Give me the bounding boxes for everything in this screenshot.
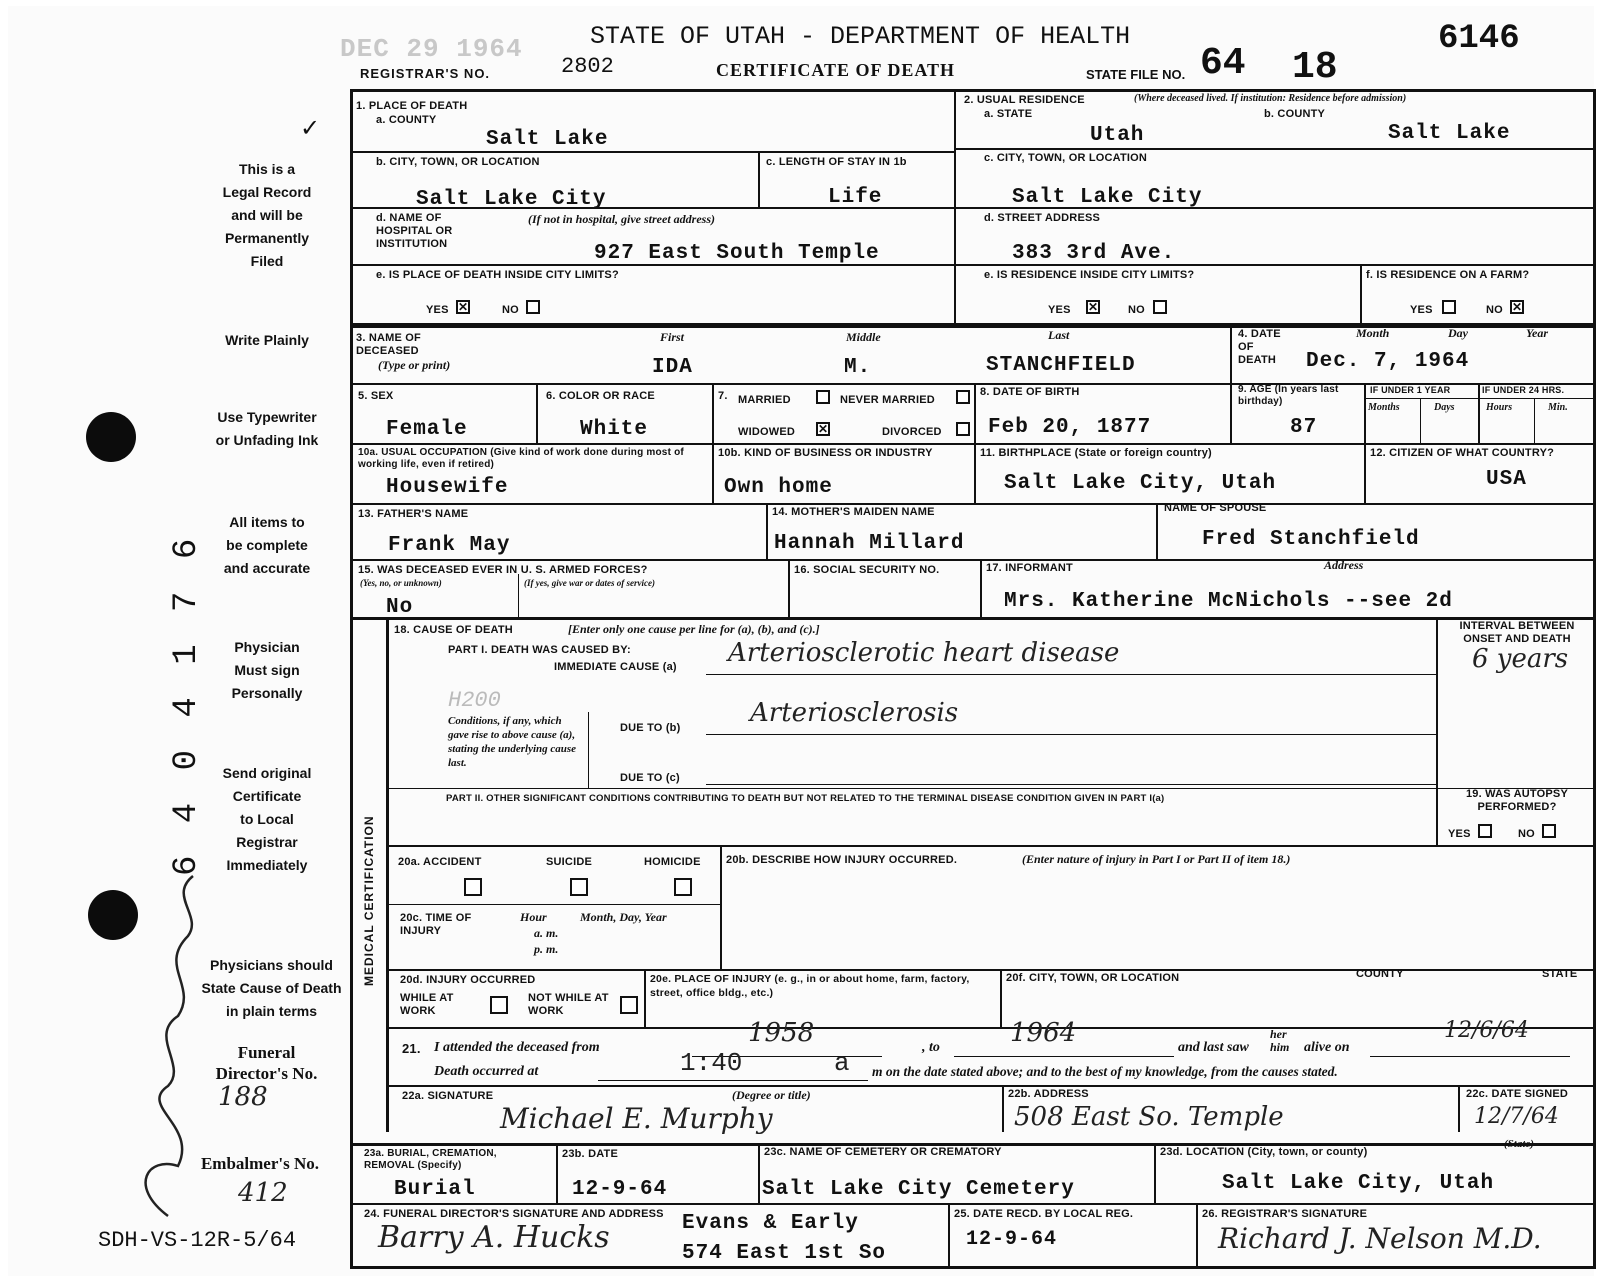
label-21: 21. [402,1041,421,1056]
death-city-limits-no-checkbox[interactable] [526,300,540,314]
funeral-director-number: 188 [218,1082,268,1112]
label-23b: 23b. DATE [562,1148,618,1160]
attended-to: 1964 [1010,1018,1077,1048]
funeral-home-address: 574 East 1st So [682,1242,887,1265]
medical-certification-vertical: MEDICAL CERTIFICATION [362,815,376,986]
state-file-label: STATE FILE NO. [1086,67,1186,82]
label-22a: 22a. SIGNATURE [402,1090,494,1102]
vertical-file-number: 6 4 0 4 1 7 6 [168,532,206,876]
label-16: 16. SOCIAL SECURITY NO. [794,564,940,576]
her-him-text: her him [1270,1027,1290,1054]
label-20e: 20e. PLACE OF INJURY (e. g., in or about home, farm, factory, street, office bldg., etc.) [650,973,970,999]
death-ampm: a [834,1048,850,1078]
hour-label: Hour [520,910,547,924]
label-2e: e. IS RESIDENCE INSIDE CITY LIMITS? [984,269,1195,281]
funeral-director-label: Funeral Director's No. [215,1043,318,1083]
disease-code: H200 [448,688,501,713]
label-10b: 10b. KIND OF BUSINESS OR INDUSTRY [718,447,933,459]
label-24: 24. FUNERAL DIRECTOR'S SIGNATURE AND ADDRESS [364,1208,664,1220]
label-2b: b. COUNTY [1264,108,1326,120]
side-typewriter: Use Typewriter or Unfading Ink [215,409,319,448]
cause-a: Arteriosclerotic heart disease [728,638,1120,668]
form-number: SDH-VS-12R-5/64 [98,1228,297,1253]
label-12: 12. CITIZEN OF WHAT COUNTRY? [1370,447,1555,459]
age: 87 [1290,416,1318,439]
widowed-checkbox[interactable]: ✕ [818,422,829,436]
label-19: 19. WAS AUTOPSY PERFORMED? [1465,788,1569,813]
serial-number: 6146 [1438,20,1520,58]
death-certificate [8,6,1594,1276]
under-1-year: IF UNDER 1 YEAR [1370,385,1451,395]
label-6: 6. COLOR OR RACE [546,390,655,402]
label-1d-note: (If not in hospital, give street address) [528,212,716,226]
label-23d: 23d. LOCATION (City, town, or county) [1160,1146,1368,1158]
min-header: Min. [1548,402,1568,413]
farm-yes-label: YES [1410,304,1433,316]
label-2d: d. STREET ADDRESS [984,212,1101,224]
funeral-home: Evans & Early [682,1212,859,1235]
mother-name: Hannah Millard [774,532,965,555]
death-occurred-text: Death occurred at [434,1064,539,1079]
first-header: First [660,330,685,344]
agency-title: STATE OF UTAH - DEPARTMENT OF HEALTH [590,22,1131,51]
residence-state: Utah [1090,124,1145,147]
burial-location: Salt Lake City, Utah [1222,1172,1495,1195]
address-header: Address [1324,558,1364,572]
suicide-label: SUICIDE [546,856,593,868]
mdy-label: Month, Day, Year [580,910,667,924]
father-name: Frank May [388,534,511,557]
label-1d: d. NAME OF HOSPITAL OR INSTITUTION [376,212,453,250]
label-25: 25. DATE RECD. BY LOCAL REG. [954,1208,1134,1220]
date-of-birth: Feb 20, 1877 [988,416,1152,439]
check-mark: ✓ [300,115,321,142]
physician-address: 508 East So. Temple [1014,1102,1284,1132]
side-write-plainly: Write Plainly [225,332,309,348]
residence-city-limits-yes-label: YES [1048,304,1071,316]
degree-label: (Degree or title) [732,1088,811,1102]
date-signed: 12/7/64 [1474,1104,1559,1129]
last-header: Last [1048,328,1070,342]
label-2a: a. STATE [984,108,1033,120]
label-15-a: (Yes, no, or unknown) [360,578,442,588]
pm-label: p. m. [534,942,559,956]
residence-street: 383 3rd Ave. [1012,242,1176,265]
label-1: 1. PLACE OF DEATH [356,100,468,112]
attended-from: 1958 [748,1018,815,1048]
label-8: 8. DATE OF BIRTH [980,386,1080,398]
death-city-limits-yes-label: YES [426,304,449,316]
label-23a: 23a. BURIAL, CREMATION, REMOVAL (Specify) [364,1148,497,1171]
farm-no-checkbox[interactable]: ✕ [1512,300,1523,314]
part-1-label: PART I. DEATH WAS CAUSED BY: [448,644,631,656]
label-15-b: (If yes, give war or dates of service) [524,578,655,588]
married-checkbox[interactable] [816,390,830,404]
hours-header: Hours [1486,402,1513,413]
length-of-stay: Life [828,186,883,209]
side-send-original: Send original Certificate to Local Registrar Immediately [222,765,312,873]
label-3-note: (Type or print) [378,358,451,372]
death-county: Salt Lake [486,128,609,151]
label-7: 7. [718,390,728,402]
label-2f: f. IS RESIDENCE ON A FARM? [1366,269,1530,281]
label-22c: 22c. DATE SIGNED [1466,1088,1569,1100]
residence-city-limits-no-label: NO [1128,304,1145,316]
certificate-title: CERTIFICATE OF DEATH [716,60,956,80]
death-time: 1:40 [680,1048,743,1078]
accident-checkbox[interactable] [464,878,482,896]
year-header: Year [1526,326,1548,340]
label-13: 13. FATHER'S NAME [358,508,469,520]
due-to-c-label: DUE TO (c) [620,772,680,784]
last-name: STANCHFIELD [986,354,1136,377]
suicide-checkbox[interactable] [570,878,588,896]
autopsy-yes-label: YES [1448,828,1471,840]
residence-city-limits-no-checkbox[interactable] [1153,300,1167,314]
occupation: Housewife [386,476,509,499]
interval-label: INTERVAL BETWEEN ONSET AND DEATH [1459,620,1575,645]
label-2-note: (Where deceased lived. If institution: Residence before admission) [1134,93,1407,104]
label-10a: 10a. USUAL OCCUPATION (Give kind of work done during most of working life, even if retired) [358,447,684,470]
label-2c: c. CITY, TOWN, OR LOCATION [984,152,1148,164]
never-married-label: NEVER MARRIED [840,394,935,406]
registrar-signature: Richard J. Nelson M.D. [1218,1222,1542,1255]
widowed-label: WIDOWED [738,426,796,438]
residence-city: Salt Lake City [1012,186,1203,209]
farm-no-label: NO [1486,304,1503,316]
to-text: , to [922,1040,940,1055]
state-header: STATE [1542,968,1578,980]
residence-county: Salt Lake [1388,122,1511,145]
label-1e: e. IS PLACE OF DEATH INSIDE CITY LIMITS? [376,269,619,281]
conditions-note: Conditions, if any, which gave rise to above cause (a), stating the underlying cause last. [448,715,577,769]
label-26: 26. REGISTRAR'S SIGNATURE [1202,1208,1368,1220]
birthplace: Salt Lake City, Utah [1004,472,1277,495]
never-married-checkbox[interactable] [956,390,970,404]
funeral-director-signature: Barry A. Hucks [378,1220,610,1255]
autopsy-no-label: NO [1518,828,1535,840]
while-at-work-checkbox[interactable] [490,996,508,1014]
label-20f: 20f. CITY, TOWN, OR LOCATION [1006,972,1180,984]
first-name: IDA [652,356,693,379]
label-20d: 20d. INJURY OCCURRED [400,974,536,986]
race: White [580,418,649,441]
registrar-no: 2802 [561,54,614,79]
embalmer-label: Embalmer's No. [200,1154,320,1173]
label-1b: b. CITY, TOWN, OR LOCATION [376,156,540,168]
state-file-no-a: 64 [1200,42,1246,85]
death-occurred-rest: m on the date stated above; and to the best of my knowledge, from the causes stated. [872,1064,1338,1079]
interval-value: 6 years [1472,644,1569,674]
county-header: COUNTY [1356,968,1404,980]
homicide-checkbox[interactable] [674,878,692,896]
label-18-note: [Enter only one cause per line for (a), (b), and (c).] [568,622,820,636]
label-18: 18. CAUSE OF DEATH [394,624,513,636]
label-9: 9. AGE (In years last birthday) [1238,384,1339,407]
label-5: 5. SEX [358,390,394,402]
death-city-limits-yes-checkbox[interactable]: ✕ [458,300,469,314]
days-header: Days [1434,402,1455,413]
received-stamp: DEC 29 1964 [340,34,523,64]
while-at-work-label: WHILE AT WORK [400,992,454,1017]
attended-text: I attended the deceased from [434,1040,600,1055]
married-label: MARRIED [738,394,791,406]
death-city: Salt Lake City [416,188,607,211]
registrar-no-label: REGISTRAR'S NO. [360,66,491,81]
punch-hole-top [86,412,136,462]
cemetery: Salt Lake City Cemetery [762,1178,1075,1201]
burial-type: Burial [394,1178,476,1201]
part-2-label: PART II. OTHER SIGNIFICANT CONDITIONS CONTRIBUTING TO DEATH BUT NOT RELATED TO THE TERMINAL DISEASE CONDITION GIVEN IN PART I(a) [446,793,1165,804]
middle-name: M. [844,356,872,379]
immediate-cause-label: IMMEDIATE CAUSE (a) [554,661,677,673]
death-city-limits-no-label: NO [502,304,519,316]
spouse-name: Fred Stanchfield [1202,528,1420,551]
margin-signature [108,866,208,1226]
label-4: 4. DATE OF DEATH [1238,328,1281,366]
side-legal-record: This is a Legal Record and will be Permanently Filed [222,161,312,269]
label-23c: 23c. NAME OF CEMETERY OR CREMATORY [764,1146,1002,1158]
label-1a: a. COUNTY [376,114,437,126]
label-14: 14. MOTHER'S MAIDEN NAME [772,506,935,518]
last-saw-text: and last saw [1178,1040,1249,1055]
autopsy-no-checkbox[interactable] [1542,824,1556,838]
farm-yes-checkbox[interactable] [1442,300,1456,314]
am-label: a. m. [534,926,559,940]
armed-forces: No [386,596,414,619]
cause-b: Arteriosclerosis [750,698,959,728]
state-note: (State) [1504,1138,1534,1150]
sex: Female [386,418,468,441]
label-20c: 20c. TIME OF INJURY [400,912,472,937]
months-header: Months [1368,402,1400,413]
residence-city-limits-yes-checkbox[interactable]: ✕ [1088,300,1099,314]
middle-header: Middle [846,330,881,344]
divorced-checkbox[interactable] [956,422,970,436]
under-24-hours: IF UNDER 24 HRS. [1482,385,1565,395]
divorced-label: DIVORCED [882,426,942,438]
label-17: 17. INFORMANT [986,562,1073,574]
alive-on-date: 12/6/64 [1444,1018,1529,1043]
hospital: 927 East South Temple [594,242,880,265]
date-of-death: Dec. 7, 1964 [1306,350,1470,373]
due-to-b-label: DUE TO (b) [620,722,681,734]
state-file-no-b: 18 [1292,46,1338,89]
month-header: Month [1356,326,1390,340]
physician-signature: Michael E. Murphy [500,1102,773,1135]
burial-date: 12-9-64 [572,1178,668,1201]
side-complete: All items to be complete and accurate [223,514,311,576]
label-3: 3. NAME OF DECEASED [356,332,421,357]
autopsy-yes-checkbox[interactable] [1478,824,1492,838]
day-header: Day [1448,326,1468,340]
label-22b: 22b. ADDRESS [1008,1088,1089,1100]
label-20b-note: (Enter nature of injury in Part I or Part II of item 18.) [1022,852,1291,866]
side-physician: Physician Must sign Personally [231,639,303,701]
alive-on-text: alive on [1304,1040,1350,1055]
label-20a: 20a. ACCIDENT [398,856,482,868]
label-20b: 20b. DESCRIBE HOW INJURY OCCURRED. [726,854,958,866]
informant: Mrs. Katherine McNichols --see 2d [1004,590,1453,613]
side-cause-plain: Physicians should State Cause of Death in plain terms [201,957,342,1019]
spouse-label: NAME OF SPOUSE [1164,502,1267,514]
not-while-at-work-label: NOT WHILE AT WORK [528,992,609,1017]
business: Own home [724,476,833,499]
date-received: 12-9-64 [966,1228,1058,1251]
label-2: 2. USUAL RESIDENCE [964,94,1085,106]
label-1c: c. LENGTH OF STAY IN 1b [766,156,907,168]
label-15: 15. WAS DECEASED EVER IN U. S. ARMED FORCES? [358,564,648,576]
label-11: 11. BIRTHPLACE (State or foreign country) [980,447,1212,459]
not-while-at-work-checkbox[interactable] [620,996,638,1014]
embalmer-number: 412 [238,1178,288,1208]
citizen: USA [1486,468,1527,491]
homicide-label: HOMICIDE [644,856,701,868]
